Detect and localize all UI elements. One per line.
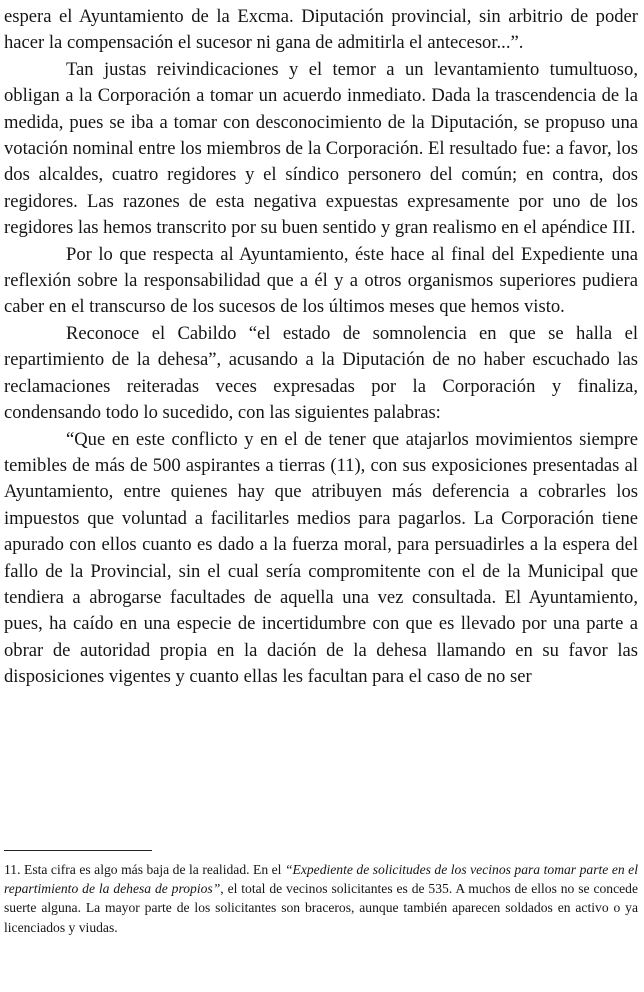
footnote-11 xyxy=(4,860,638,937)
footnote-number: 11. xyxy=(4,862,21,877)
footnote-text-after: , el total de vecinos solicitantes es de 535. A muchos de ellos no se concede suerte alguna. La mayor parte de los solicitantes son braceros, aunque también aparecen soldados en activo o ya licenciados y viudas. xyxy=(4,881,638,935)
paragraph-2: Tan justas reivindicaciones y el temor a un levantamiento tumultuoso, obligan a la Corporación a tomar un acuerdo inmediato. Dada la trascendencia de la medida, pues se iba a tomar con desconocimiento de la Diputación, se propuso una votación nominal entre los miembros de la Corporación. El resultado fue: a favor, los dos alcaldes, cuatro regidores y el síndico personero del común; en contra, dos regidores. Las razones de esta negativa expuestas expresamente por uno de los regidores las hemos transcrito por su buen sentido y gran realismo en el apéndice III. xyxy=(4,58,638,239)
paragraph-5-quote: “Que en este conflicto y en el de tener que atajarlos movimientos siempre temibles de más de 500 aspirantes a tierras (11), con sus exposiciones presentadas al Ayuntamiento, entre quienes hay que atribuyen más deferencia a cobrarles los impuestos que voluntad a facilitarles medios para pagarlos. La Corporación tiene apurado con ellos cuanto es dado a la fuerza moral, para persuadirles a la espera del fallo de la Provincial, sin el cual sería compromitente con el de la Municipal que tendiera a abrogarse facultades de aquella una vez consultada. El Ayuntamiento, pues, ha caído en una especie de incertidumbre con que es llevado por una parte a obrar de autoridad propia en la dación de la dehesa llamando en su favor las disposiciones vigentes y cuanto ellas les facultan para el caso de no ser xyxy=(4,428,638,688)
footnote-divider xyxy=(4,850,152,851)
paragraph-1: espera el Ayuntamiento de la Excma. Diputación provincial, sin arbitrio de poder hacer la compensación el sucesor ni gana de admitirla el antecesor...”. xyxy=(4,6,638,54)
body-text xyxy=(4,4,638,691)
paragraph-4: Reconoce el Cabildo “el estado de somnolencia en que se halla el repartimiento de la dehesa”, acusando a la Diputación de no haber escuchado las reclamaciones reiteradas veces expresadas por la Corporación y finaliza, condensando todo lo sucedido, con las siguientes palabras: xyxy=(4,322,638,424)
paragraph-3: Por lo que respecta al Ayuntamiento, éste hace al final del Expediente una reflexión sobre la responsabilidad que a él y a otros organismos superiores pudiera caber en el transcurso de los sucesos de los últimos meses que hemos visto. xyxy=(4,243,638,318)
footnote-cited-title: “Expediente de solicitudes de los vecinos para tomar parte en el repartimiento de la dehesa de propios” xyxy=(4,862,638,897)
document-page xyxy=(4,4,638,988)
footnote-text-before: Esta cifra es algo más baja de la realidad. En el xyxy=(24,862,285,877)
